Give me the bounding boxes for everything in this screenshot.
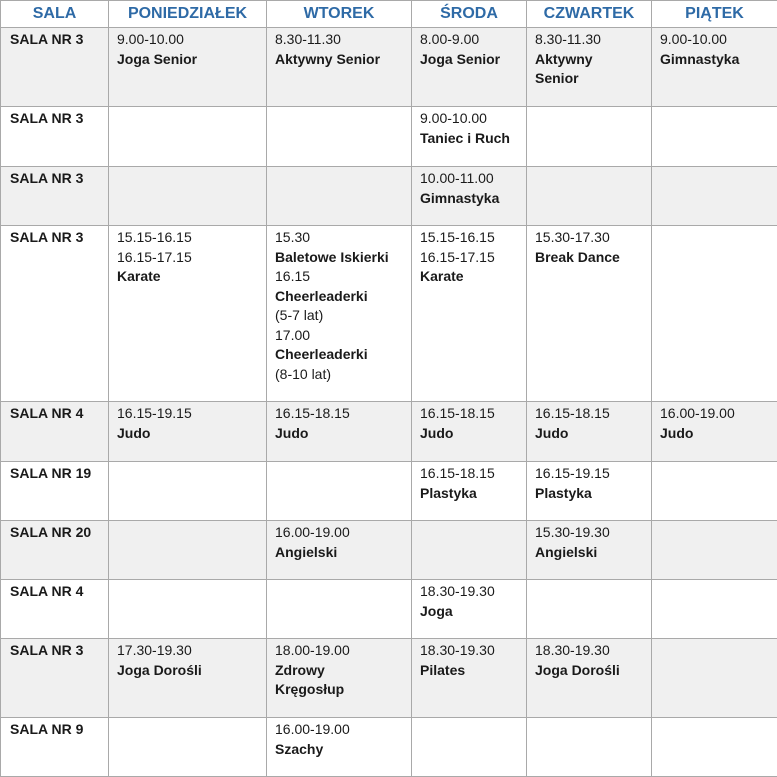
schedule-cell-friday (652, 639, 777, 718)
schedule-cell-friday (652, 402, 777, 462)
time-slot: 16.00-19.00 (275, 523, 411, 543)
schedule-cell-monday (109, 28, 267, 107)
schedule-cell-monday (109, 639, 267, 718)
time-slot: 15.30 (275, 228, 411, 248)
room-cell: SALA NR 3 (1, 28, 109, 107)
schedule-cell-tuesday (267, 718, 412, 777)
time-slot: 9.00-10.00 (117, 30, 266, 50)
time-slot: 9.00-10.00 (660, 30, 777, 50)
schedule-body (1, 28, 777, 777)
room-cell: SALA NR 20 (1, 521, 109, 580)
schedule-cell-tuesday (267, 107, 412, 167)
table-row (1, 639, 777, 718)
activity-name: Cheerleaderki (275, 345, 411, 365)
schedule-cell-monday (109, 226, 267, 402)
activity-name: Taniec i Ruch (420, 129, 526, 149)
time-slot: 15.30-17.30 (535, 228, 651, 248)
schedule-cell-thursday (527, 462, 652, 521)
time-slot: 18.30-19.30 (420, 582, 526, 602)
schedule-cell-wednesday (412, 226, 527, 402)
schedule-cell-monday (109, 521, 267, 580)
schedule-cell-friday (652, 521, 777, 580)
activity-name: Senior (535, 69, 651, 89)
header-tuesday: WTOREK (267, 1, 412, 28)
activity-name: Aktywny (535, 50, 651, 70)
schedule-cell-wednesday (412, 521, 527, 580)
schedule-cell-monday (109, 580, 267, 639)
time-slot: 16.15-17.15 (420, 248, 526, 268)
schedule-cell-thursday (527, 28, 652, 107)
table-row (1, 521, 777, 580)
time-slot: 16.00-19.00 (275, 720, 411, 740)
activity-name: Angielski (275, 543, 411, 563)
activity-name: Gimnastyka (660, 50, 777, 70)
schedule-cell-friday (652, 28, 777, 107)
schedule-cell-wednesday (412, 639, 527, 718)
schedule-cell-wednesday (412, 462, 527, 521)
schedule-cell-tuesday (267, 167, 412, 226)
time-slot: 18.30-19.30 (420, 641, 526, 661)
time-slot: 9.00-10.00 (420, 109, 526, 129)
table-row (1, 718, 777, 777)
activity-name: Plastyka (535, 484, 651, 504)
time-slot: 17.00 (275, 326, 411, 346)
activity-name: Judo (660, 424, 777, 444)
room-cell: SALA NR 3 (1, 167, 109, 226)
schedule-cell-friday (652, 226, 777, 402)
schedule-cell-monday (109, 167, 267, 226)
schedule-cell-wednesday (412, 167, 527, 226)
table-row (1, 226, 777, 402)
room-cell: SALA NR 19 (1, 462, 109, 521)
activity-name: Cheerleaderki (275, 287, 411, 307)
time-slot: 16.15-17.15 (117, 248, 266, 268)
schedule-cell-tuesday (267, 580, 412, 639)
schedule-cell-thursday (527, 580, 652, 639)
schedule-cell-monday (109, 462, 267, 521)
time-slot: 16.15-19.15 (117, 404, 266, 424)
room-cell: SALA NR 4 (1, 402, 109, 462)
schedule-cell-thursday (527, 107, 652, 167)
schedule-cell-thursday (527, 639, 652, 718)
schedule-cell-thursday (527, 226, 652, 402)
header-sala: SALA (1, 1, 109, 28)
schedule-cell-tuesday (267, 462, 412, 521)
time-slot: 17.30-19.30 (117, 641, 266, 661)
header-thursday: CZWARTEK (527, 1, 652, 28)
activity-name: Judo (420, 424, 526, 444)
activity-name: Szachy (275, 740, 411, 760)
activity-name: Judo (117, 424, 266, 444)
time-slot: (5-7 lat) (275, 306, 411, 326)
table-row (1, 402, 777, 462)
time-slot: 16.15 (275, 267, 411, 287)
activity-name: Aktywny Senior (275, 50, 411, 70)
activity-name: Joga (420, 602, 526, 622)
time-slot: 10.00-11.00 (420, 169, 526, 189)
schedule-cell-wednesday (412, 28, 527, 107)
time-slot: 16.15-18.15 (535, 404, 651, 424)
time-slot: (8-10 lat) (275, 365, 411, 385)
schedule-cell-friday (652, 167, 777, 226)
schedule-cell-friday (652, 718, 777, 777)
table-row (1, 28, 777, 107)
header-monday: PONIEDZIAŁEK (109, 1, 267, 28)
schedule-cell-tuesday (267, 226, 412, 402)
room-cell: SALA NR 9 (1, 718, 109, 777)
schedule-cell-tuesday (267, 402, 412, 462)
schedule-cell-tuesday (267, 521, 412, 580)
activity-name: Zdrowy (275, 661, 411, 681)
activity-name: Angielski (535, 543, 651, 563)
header-friday: PIĄTEK (652, 1, 777, 28)
time-slot: 16.15-19.15 (535, 464, 651, 484)
schedule-cell-tuesday (267, 28, 412, 107)
header-row (1, 1, 777, 28)
schedule-cell-monday (109, 402, 267, 462)
activity-name: Judo (275, 424, 411, 444)
time-slot: 8.00-9.00 (420, 30, 526, 50)
schedule-cell-thursday (527, 521, 652, 580)
time-slot: 16.15-18.15 (275, 404, 411, 424)
time-slot: 18.30-19.30 (535, 641, 651, 661)
time-slot: 18.00-19.00 (275, 641, 411, 661)
room-cell: SALA NR 3 (1, 226, 109, 402)
time-slot: 15.15-16.15 (420, 228, 526, 248)
schedule-cell-wednesday (412, 107, 527, 167)
schedule-cell-tuesday (267, 639, 412, 718)
schedule-cell-thursday (527, 718, 652, 777)
header-wednesday: ŚRODA (412, 1, 527, 28)
activity-name: Break Dance (535, 248, 651, 268)
activity-name: Joga Dorośli (117, 661, 266, 681)
activity-name: Joga Senior (420, 50, 526, 70)
room-cell: SALA NR 4 (1, 580, 109, 639)
schedule-cell-wednesday (412, 580, 527, 639)
table-row (1, 580, 777, 639)
activity-name: Baletowe Iskierki (275, 248, 411, 268)
activity-name: Gimnastyka (420, 189, 526, 209)
activity-name: Pilates (420, 661, 526, 681)
schedule-cell-monday (109, 718, 267, 777)
time-slot: 8.30-11.30 (535, 30, 651, 50)
table-row (1, 167, 777, 226)
table-row (1, 462, 777, 521)
schedule-cell-monday (109, 107, 267, 167)
time-slot: 16.15-18.15 (420, 464, 526, 484)
activity-name: Joga Senior (117, 50, 266, 70)
time-slot: 16.00-19.00 (660, 404, 777, 424)
room-cell: SALA NR 3 (1, 639, 109, 718)
activity-name: Plastyka (420, 484, 526, 504)
schedule-cell-wednesday (412, 402, 527, 462)
activity-name: Karate (420, 267, 526, 287)
time-slot: 16.15-18.15 (420, 404, 526, 424)
schedule-cell-friday (652, 580, 777, 639)
time-slot: 15.30-19.30 (535, 523, 651, 543)
time-slot: 15.15-16.15 (117, 228, 266, 248)
table-row (1, 107, 777, 167)
schedule-cell-wednesday (412, 718, 527, 777)
schedule-cell-friday (652, 462, 777, 521)
activity-name: Judo (535, 424, 651, 444)
schedule-cell-thursday (527, 402, 652, 462)
room-cell: SALA NR 3 (1, 107, 109, 167)
schedule-cell-friday (652, 107, 777, 167)
time-slot: 8.30-11.30 (275, 30, 411, 50)
schedule-cell-thursday (527, 167, 652, 226)
activity-name: Karate (117, 267, 266, 287)
activity-name: Joga Dorośli (535, 661, 651, 681)
activity-name: Kręgosłup (275, 680, 411, 700)
